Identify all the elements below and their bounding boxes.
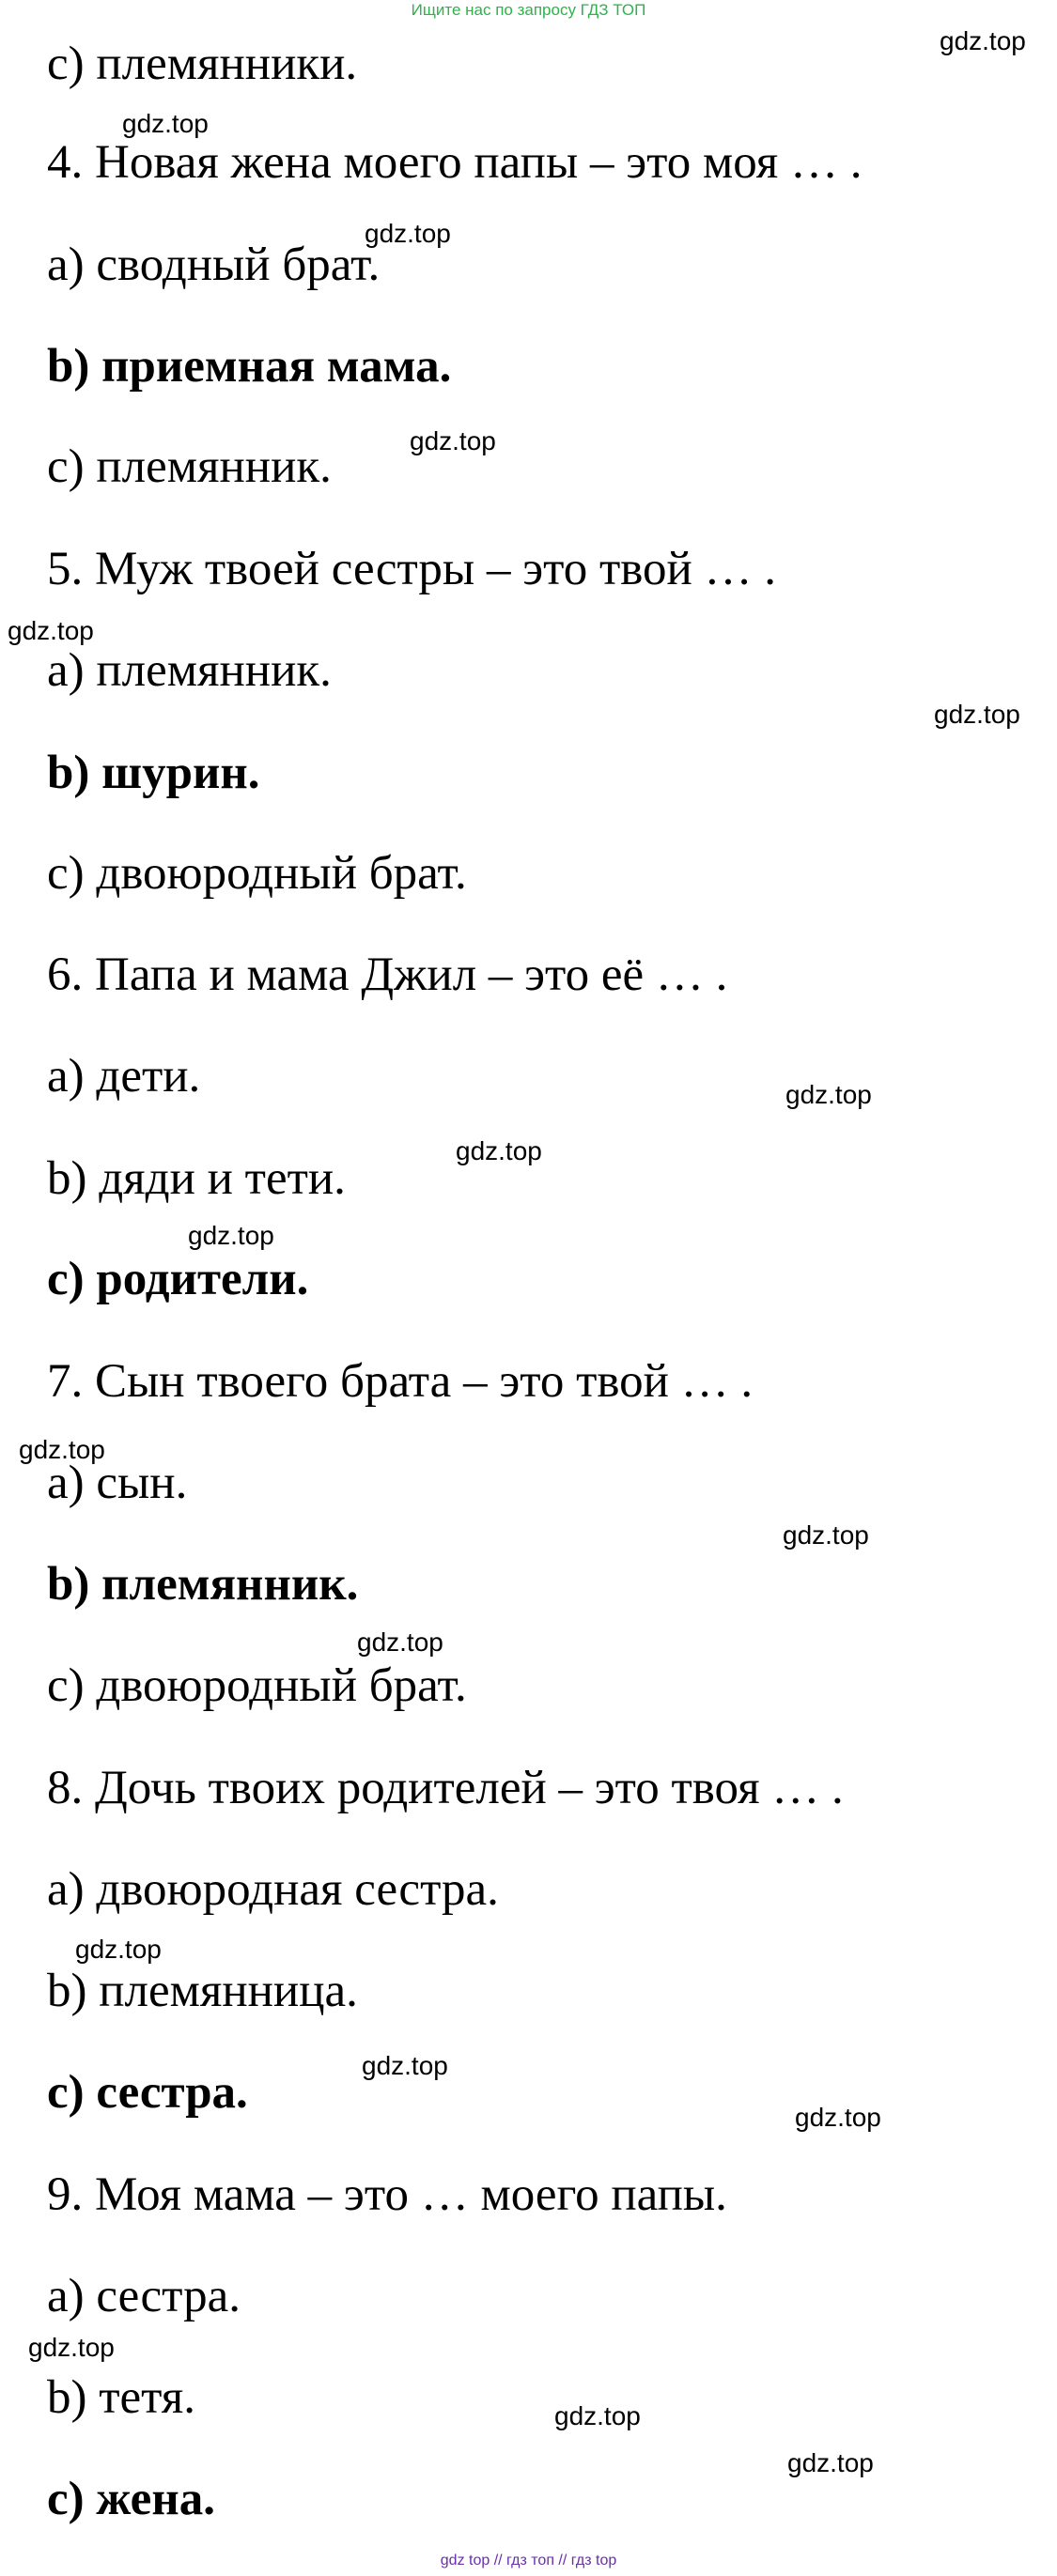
answer-option: a) сын. <box>47 1457 188 1509</box>
watermark-text: gdz.top <box>357 1627 443 1657</box>
answer-option: c) двоюродный брат. <box>47 847 467 900</box>
question-text: 6. Папа и мама Джил – это её … . <box>47 949 728 1001</box>
watermark-text: gdz.top <box>456 1136 542 1165</box>
answer-option: c) двоюродный брат. <box>47 1659 467 1712</box>
answer-option: a) сводный брат. <box>47 239 381 291</box>
watermark-text: gdz.top <box>362 2051 448 2080</box>
watermark-text: gdz.top <box>75 1935 162 1964</box>
watermark-text: gdz.top <box>188 1221 274 1250</box>
watermark-text: gdz.top <box>365 219 451 248</box>
answer-option: a) дети. <box>47 1050 201 1103</box>
correct-answer-option: b) приемная мама. <box>47 340 452 393</box>
answer-option: a) двоюродная сестра. <box>47 1863 499 1916</box>
watermark-text: gdz.top <box>785 1080 872 1109</box>
correct-answer-option: b) шурин. <box>47 747 260 799</box>
question-text: 5. Муж твоей сестры – это твой … . <box>47 543 777 595</box>
correct-answer-option: c) сестра. <box>47 2066 248 2119</box>
watermark-text: gdz.top <box>28 2333 115 2362</box>
question-text: 4. Новая жена моего папы – это моя … . <box>47 136 863 189</box>
watermark-text: gdz.top <box>934 700 1020 729</box>
watermark-text: gdz.top <box>783 1520 869 1550</box>
answer-option: b) племянница. <box>47 1965 358 2017</box>
question-text: 8. Дочь твоих родителей – это твоя … . <box>47 1762 844 1814</box>
answer-option: b) тетя. <box>47 2371 195 2424</box>
correct-answer-option: b) племянник. <box>47 1558 359 1611</box>
watermark-text: gdz.top <box>795 2103 881 2132</box>
top-banner[interactable]: Ищите нас по запросу ГДЗ ТОП <box>411 1 646 19</box>
correct-answer-option: c) родители. <box>47 1253 309 1305</box>
answer-option: c) племянники. <box>47 38 358 90</box>
answer-option: a) сестра. <box>47 2270 241 2322</box>
watermark-text: gdz.top <box>8 616 94 645</box>
correct-answer-option: c) жена. <box>47 2473 215 2525</box>
watermark-text: gdz.top <box>554 2401 641 2430</box>
answer-option: b) дяди и тети. <box>47 1152 346 1205</box>
watermark-text: gdz.top <box>787 2448 874 2477</box>
watermark-text: gdz.top <box>122 109 209 138</box>
watermark-text: gdz.top <box>19 1435 105 1464</box>
answer-option: a) племянник. <box>47 644 332 697</box>
watermark-text: gdz.top <box>940 26 1026 55</box>
question-text: 9. Моя мама – это … моего папы. <box>47 2168 727 2221</box>
question-text: 7. Сын твоего брата – это твой … . <box>47 1355 754 1408</box>
watermark-text: gdz.top <box>410 426 496 455</box>
footer-links[interactable]: gdz top // гдз топ // гдз top <box>440 2553 617 2568</box>
answer-option: c) племянник. <box>47 440 332 493</box>
